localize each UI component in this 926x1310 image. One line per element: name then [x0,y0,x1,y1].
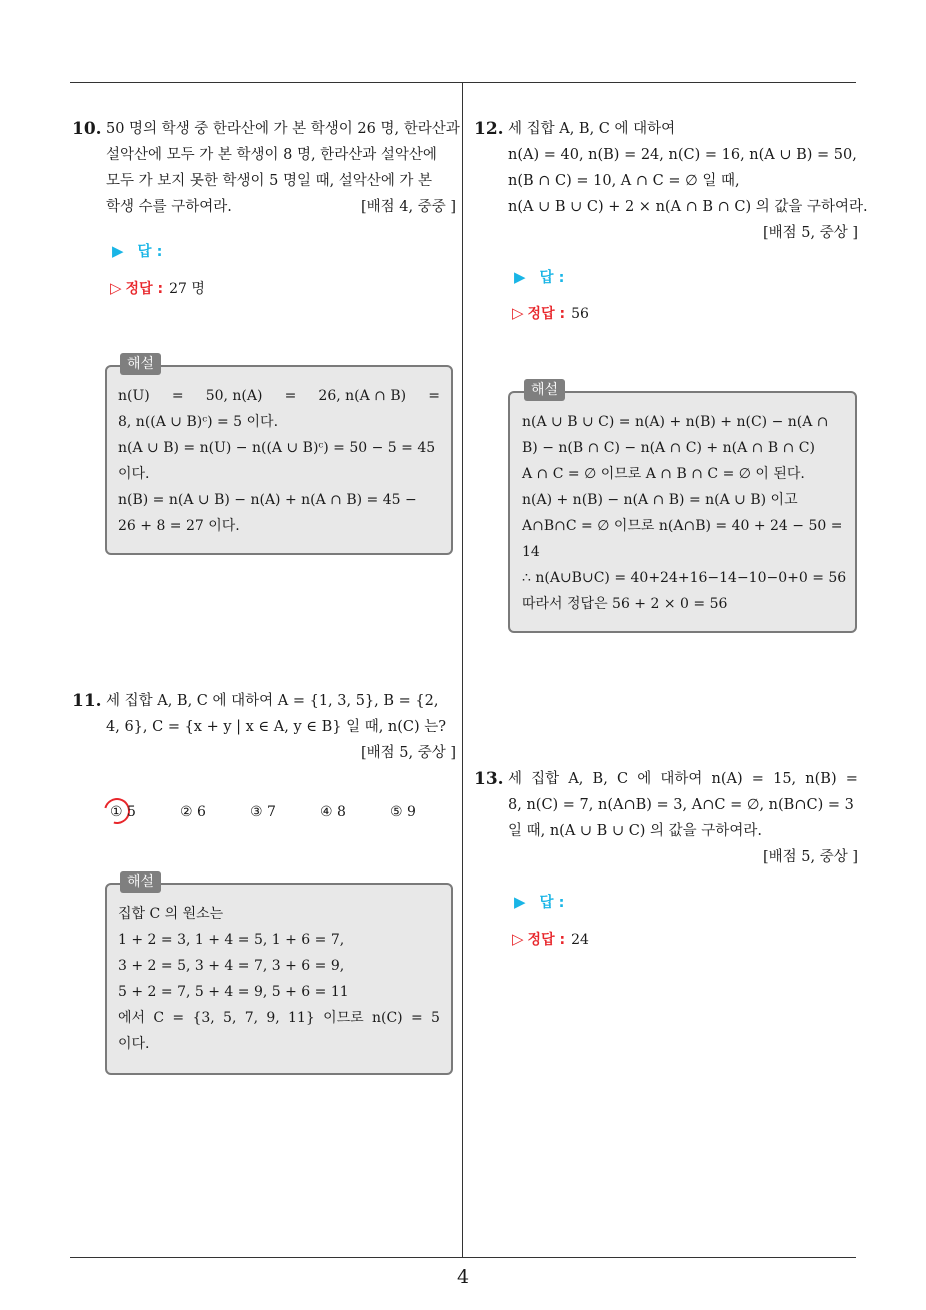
q10-question [106,116,460,220]
top-rule [70,82,856,83]
q13-correct-value: 24 [571,932,589,948]
sol-token: 26, n(A ∩ B) [318,388,407,404]
q10-sol-line-3: n(A ∪ B) = n(U) − n((A ∪ B)ᶜ) = 50 − 5 = 45 [118,440,436,456]
sol-token: 5, [223,1010,237,1026]
q-token: n(B) [805,771,837,787]
sol-token: = [428,388,440,404]
play-triangle-icon: ▶ [514,893,526,911]
q13-meta: [배점 5, 중상 ] [762,849,858,865]
q12-sol-line-6: 14 [522,544,540,560]
sol-token: = [171,388,184,404]
q10-correct-label: 정답 : [125,281,164,297]
q10-line-2: 설악산에 모두 가 본 학생이 8 명, 한라산과 설악산에 [106,147,437,163]
bottom-rule [70,1257,856,1258]
q11-sol-line-6: 이다. [118,1036,150,1052]
q12-line-2: n(A) = 40, n(B) = 24, n(C) = 16, n(A ∪ B) = 50, [508,147,857,163]
q12-solution-tag: 해설 [524,379,565,401]
q10-line-4: 학생 수를 구하여라. [106,199,232,215]
q10-solution-body [118,383,440,539]
sol-token: 5 [431,1010,440,1026]
q-token: = [845,771,858,787]
q13-question [508,766,858,870]
sol-token: {3, [192,1010,215,1026]
q11-sol-line-2: 1 + 2 = 3, 1 + 4 = 5, 1 + 6 = 7, [118,932,345,948]
q-token: B, [592,771,608,787]
q12-line-4: n(A ∪ B ∪ C) + 2 × n(A ∩ B ∩ C) 의 값을 구하여라. [508,199,868,215]
q13-line-1 [508,766,858,792]
q10-sol-line-6: 26 + 8 = 27 이다. [118,518,240,534]
q-token: 에 [637,771,652,787]
column-divider [462,82,463,1258]
q12-question [508,116,868,246]
q12-correct-value: 56 [571,306,589,322]
q11-choice-3[interactable]: ③ 7 [250,804,276,820]
q-token: = [751,771,764,787]
q-token: 15, [773,771,797,787]
q11-sol-line-1: 집합 C 의 원소는 [118,906,224,922]
q12-solution-body [522,409,846,617]
q10-answer-row [112,240,162,263]
q11-sol-line-3: 3 + 2 = 5, 3 + 4 = 7, 3 + 6 = 9, [118,958,345,974]
page-number: 4 [456,1266,470,1288]
q11-number: 11. [72,691,102,711]
q11-sol-line-5 [118,1005,440,1031]
q12-sol-line-1: n(A ∪ B ∪ C) = n(A) + n(B) + n(C) − n(A ∩ [522,414,829,430]
q10-line-3: 모두 가 보지 못한 학생이 5 명일 때, 설악산에 가 본 [106,173,433,189]
q12-sol-line-2: B) − n(B ∩ C) − n(A ∩ C) + n(A ∩ B ∩ C) [522,440,815,456]
q10-solution-tag: 해설 [120,353,161,375]
q11-choices [108,801,448,823]
q12-line-1: 세 집합 A, B, C 에 대하여 [508,121,676,137]
q12-correct-label: 정답 : [527,306,566,322]
q11-solution-tag: 해설 [120,871,161,893]
sol-token: 9, [266,1010,280,1026]
q11-sol-line-4: 5 + 2 = 7, 5 + 4 = 9, 5 + 6 = 11 [118,984,349,1000]
q11-line-2: 4, 6}, C = {x + y | x ∈ A, y ∈ B} 일 때, n(C) 는? [106,719,447,735]
q13-answer-row [514,891,564,914]
sol-token: 7, [244,1010,259,1026]
q13-correct-label: 정답 : [527,932,566,948]
q12-correct-row [512,302,589,325]
q10-sol-line-1 [118,383,440,409]
q10-meta: [배점 4, 중중 ] [360,199,456,215]
q10-answer-label: 답 : [137,244,163,260]
q12-number: 12. [474,119,504,139]
sol-token: n(C) [371,1010,403,1026]
sol-token: 에서 [118,1010,146,1026]
q11-choice-5[interactable]: ⑤ 9 [390,804,416,820]
q12-meta: [배점 5, 중상 ] [762,225,858,241]
q10-sol-line-5: n(B) = n(A ∪ B) − n(A) + n(A ∩ B) = 45 − [118,492,417,508]
q10-correct-row [110,277,205,300]
sol-token: C [153,1010,165,1026]
q11-line-1: 세 집합 A, B, C 에 대하여 A = {1, 3, 5}, B = {2, [106,693,439,709]
play-triangle-icon: ▶ [112,242,124,260]
q12-sol-line-5: A∩B∩C = ∅ 이므로 n(A∩B) = 40 + 24 − 50 = [522,518,843,534]
sol-token: 이므로 [323,1010,364,1026]
q-token: 집합 [531,771,560,787]
q-token: A, [568,771,584,787]
sol-token: = [172,1010,185,1026]
q10-number: 10. [72,119,102,139]
q12-sol-line-3: A ∩ C = ∅ 이므로 A ∩ B ∩ C = ∅ 이 된다. [522,466,805,482]
outline-triangle-icon: ▷ [512,304,524,322]
q12-line-3: n(B ∩ C) = 10, A ∩ C = ∅ 일 때, [508,173,740,189]
q-token: 대하여 [660,771,703,787]
q13-line-2: 8, n(C) = 7, n(A∩B) = 3, A∩C = ∅, n(B∩C) = 3 [508,797,854,813]
play-triangle-icon: ▶ [514,268,526,286]
sol-token: n(U) [118,388,150,404]
outline-triangle-icon: ▷ [110,279,122,297]
sol-token: 11} [288,1010,315,1026]
outline-triangle-icon: ▷ [512,930,524,948]
q11-meta: [배점 5, 중상 ] [360,745,456,761]
q12-sol-line-8: 따라서 정답은 56 + 2 × 0 = 56 [522,596,728,612]
sol-token: 50, n(A) [205,388,263,404]
q-token: n(A) [711,771,743,787]
q11-choice-4[interactable]: ④ 8 [320,804,346,820]
q12-answer-label: 답 : [539,270,565,286]
q12-sol-line-7: ∴ n(A∪B∪C) = 40+24+16−14−10−0+0 = 56 [522,570,847,586]
q13-number: 13. [474,769,504,789]
q12-sol-line-4: n(A) + n(B) − n(A ∩ B) = n(A ∪ B) 이고 [522,492,798,508]
sol-token: = [284,388,297,404]
q13-correct-row [512,928,589,951]
q11-question [106,688,456,766]
q-token: 세 [508,771,523,787]
sol-token: = [410,1010,423,1026]
q11-choice-2[interactable]: ② 6 [180,804,206,820]
q10-correct-value: 27 명 [169,281,205,297]
q13-line-3: 일 때, n(A ∪ B ∪ C) 의 값을 구하여라. [508,823,762,839]
q10-sol-line-4: 이다. [118,466,150,482]
q-token: C [616,771,629,787]
q10-sol-line-2: 8, n((A ∪ B)ᶜ) = 5 이다. [118,414,279,430]
q11-solution-body [118,901,440,1057]
q12-answer-row [514,266,564,289]
q11-choice-1[interactable]: ① 5 [110,804,136,820]
q13-answer-label: 답 : [539,895,565,911]
q10-line-1: 50 명의 학생 중 한라산에 가 본 학생이 26 명, 한라산과 [106,121,460,137]
